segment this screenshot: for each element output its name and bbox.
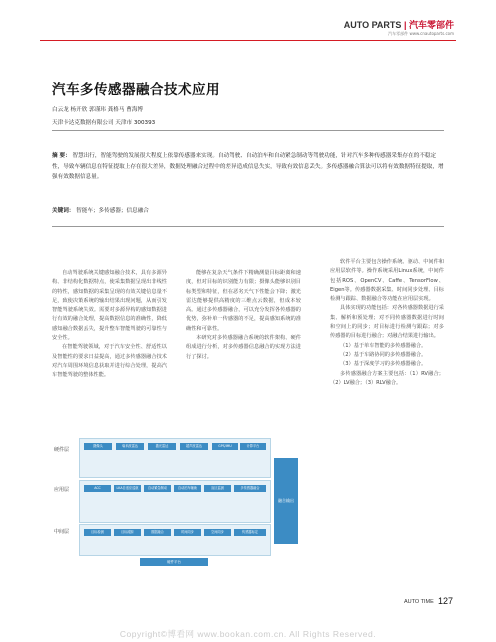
list-item: （3）基于深度学习的多传感器融合。 (340, 361, 427, 368)
list-item: （1）基于单车智能的多传感器融合。 (340, 342, 427, 349)
header-brand: AUTO PARTS | 汽车零部件 (343, 20, 454, 30)
column-middle (186, 269, 301, 362)
keywords-text: 智能车；多传感器；信息融合 (76, 208, 149, 214)
diagram-side-box: 融合输出 (274, 458, 298, 544)
paragraph: 能够在复杂天气条件下精确测量目标距离和速度，但对目标的识别能力有限；摄像头能够识别目标类型和特征，但在恶劣天气下性能会下降；激光雷达能够提供高精度的三维点云数据，但成本较高。通过多传感器融合，可以充分发挥各传感器的优势，弥补单一传感器的不足，提高感知系统的准确性和可靠性。 (186, 270, 301, 332)
paragraph: 多传感器融合方案主要包括：（1）RV融合；（2）LV融合；（3）RLV融合。 (330, 370, 444, 386)
paragraph: 具体实现的功能包括：对各传感器数据进行采集、解析和预处理；对不同传感器数据进行时间和空间上的同步；对目标进行检测与跟踪；对多传感器的目标进行融合；对融合结果进行输出。 (330, 305, 444, 340)
column-left (52, 269, 167, 381)
brand-en: AUTO PARTS (343, 20, 402, 30)
list-item: （2）基于车路协同的多传感器融合。 (340, 351, 427, 358)
diagram-box: 自动紧急制动 (144, 485, 171, 492)
row-label-hardware: 硬件层 (54, 447, 70, 453)
diagram-box: 传感器标定 (234, 529, 266, 536)
diagram-box: 时间同步 (174, 529, 201, 536)
copyright-watermark: Copyright©博看网 www.bookan.com.cn. All Rights Reserved. (119, 629, 377, 639)
article-authors: 白云龙 杨开欣 郭谨玮 龚格马 曹海博 (52, 107, 144, 113)
footer-magazine: AUTO TIME (404, 599, 434, 605)
row-label-middle: 中间层 (54, 529, 70, 535)
page-number: 127 (438, 596, 454, 606)
divider-bottom (52, 226, 444, 227)
divider-top (52, 130, 444, 131)
diagram-box: 目标跟踪 (114, 529, 141, 536)
diagram-box: 目标检测 (84, 529, 111, 536)
diagram-box: 摄像头 (84, 443, 112, 450)
row-middle (79, 524, 271, 556)
diagram-box: 计算平台 (240, 443, 266, 450)
diagram-box: 自动泊车辅助 (174, 485, 201, 492)
paragraph: 本研究对多传感器融合系统的软件架构、硬件组成进行分析，对多传感器信息融合的实现方法进行了探讨。 (186, 335, 301, 360)
diagram-box: 超声波雷达 (180, 443, 208, 450)
article-title: 汽车多传感器融合技术应用 (52, 82, 220, 98)
diagram-box: 多传感器融合 (234, 485, 266, 492)
abstract-text: 智慧出行，智能驾驶的发展很大程度上依靠传感器来实现。自动驾驶、自动泊车和自动紧急制动等驾驶功能，针对汽车多种传感器采集存在的不稳定性，导致车辆信息在特征提取上存在很大差异，数据处理融合过程中的差异造成信息失实，导致有效信息丢失。多传感器融合算法可以将有效数据特征提取，增强有效数据信息量。 (52, 153, 444, 180)
column-right (330, 258, 444, 588)
abstract-label: 摘 要： (52, 153, 71, 159)
abstract (52, 151, 444, 183)
diagram-box: 空间同步 (204, 529, 231, 536)
diagram-bottom-bar: 硬件平台 (140, 558, 208, 566)
diagram-box: 毫米波雷达 (116, 443, 144, 450)
brand-sub: 汽车零部件 www.cnautoparts.com (388, 31, 454, 36)
paragraph: 在智能驾驶领域，对于汽车安全性、舒适性以及智能性的要求日益提高，通过多传感器融合技术对汽车周围环境信息获取并进行综合处理，提高汽车智能驾驶的整体性能。 (52, 344, 167, 379)
diagram-box: 激光雷达 (148, 443, 176, 450)
architecture-diagram (52, 428, 303, 573)
diagram-box: 盲区监测 (204, 485, 231, 492)
brand-cn: 汽车零部件 (408, 20, 454, 30)
header-divider (40, 40, 456, 41)
diagram-box: ACC (84, 485, 111, 492)
row-label-application: 应用层 (54, 487, 70, 493)
row-application (79, 480, 271, 523)
diagram-box: 数据融合 (144, 529, 171, 536)
paragraph: 自动驾驶系统关键感知融合技术，具有多源异构、非结构化数据特点，使采集数据呈现出非线性的特性，感知数据的采集呈现的有效关键信息量不足，致使决策系统的输出结果出现问题，从而引发智能驾驶系统失效。需要对多源异构的感知数据进行有效的融合处理，提高数据信息的准确性，降低感知融合数据丢失，提升整车智能驾驶的可靠性与安全性。 (52, 270, 167, 342)
keywords-label: 关键词： (52, 208, 75, 214)
row-top-band (79, 438, 271, 478)
diagram-box: GPS/IMU (212, 443, 238, 450)
article-affiliation: 天津卡达克数据有限公司 天津市 300393 (52, 120, 156, 126)
paragraph: 软件平台主要包含操作系统、驱动、中间件和应用层软件等。操作系统采用Linux系统，中间件包括ROS、OpenCV、Caffe、TensorFlow、Eigen等。传感器数据采集、时间同步处理、目标检测与跟踪、数据融合等功能在应用层实现。 (330, 259, 444, 303)
keywords (52, 206, 149, 214)
diagram-box: LKA自适应巡航 (114, 485, 141, 492)
